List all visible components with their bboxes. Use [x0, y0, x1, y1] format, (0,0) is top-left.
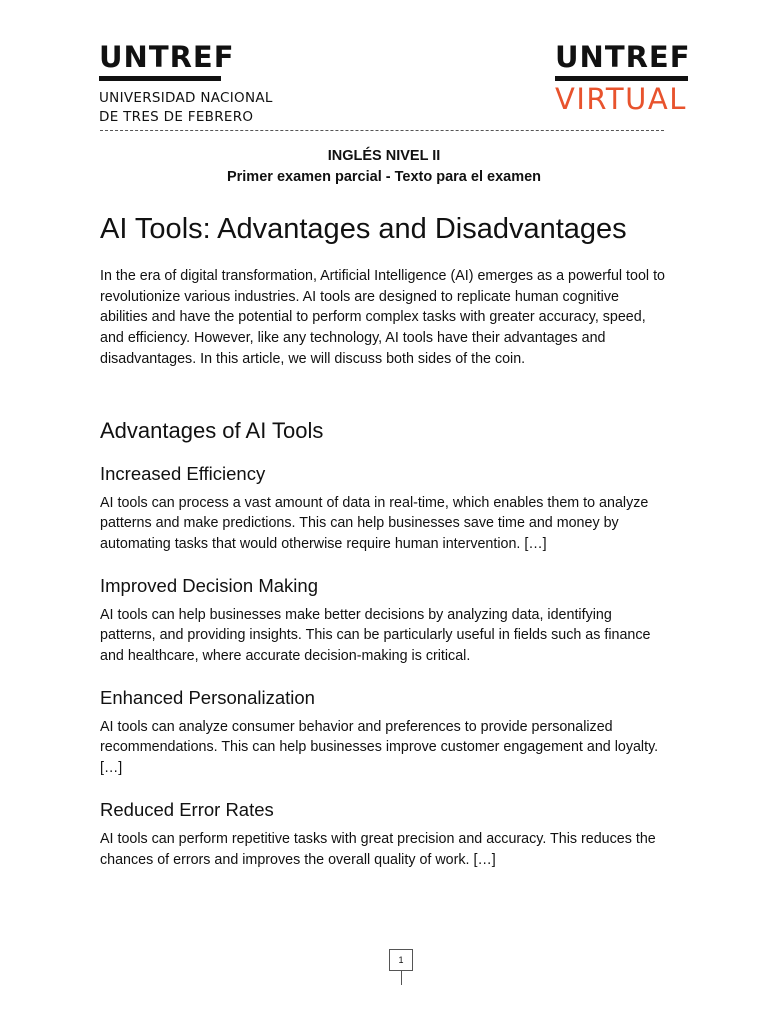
header-divider — [100, 130, 664, 131]
exam-heading — [100, 146, 668, 188]
untref-virtual-logo-brand: UNTREF — [555, 40, 691, 74]
untref-logo-bar — [99, 76, 221, 81]
exam-course: INGLÉS NIVEL II — [327, 148, 441, 164]
subsection-text: AI tools can analyze consumer behavior and preferences to provide personalized recommendations. This can help businesses improve customer engagement and loyalty. […] — [100, 718, 659, 777]
article-title: AI Tools: Advantages and Disadvantages — [100, 213, 627, 245]
untref-logo-line1: UNIVERSIDAD NACIONAL — [99, 90, 273, 106]
section-heading-advantages: Advantages of AI Tools — [100, 417, 324, 443]
subsection-heading: Enhanced Personalization — [100, 686, 315, 708]
subsection-heading: Reduced Error Rates — [100, 798, 274, 820]
article-body — [100, 266, 670, 888]
article-intro: In the era of digital transformation, Artificial Intelligence (AI) emerges as a powerful tool to revolutionize various industries. AI tools are designed to replicate human cognitive abilities and have the potential to perform complex tasks with greater accuracy, speed, and efficiency. However, like any technology, AI tools have their advantages and disadvantages. In this article, we will discuss both sides of the coin. — [100, 268, 666, 367]
subsection-text: AI tools can perform repetitive tasks with great precision and accuracy. This reduces the chances of errors and improves the overall quality of work. […] — [100, 830, 656, 868]
untref-logo-line2: DE TRES DE FEBRERO — [99, 109, 254, 125]
page-number-stem — [401, 971, 402, 985]
untref-logo-brand: UNTREF — [99, 40, 235, 74]
subsection-heading: Improved Decision Making — [100, 574, 318, 596]
subsection-heading: Increased Efficiency — [100, 462, 266, 484]
untref-virtual-logo — [555, 42, 695, 115]
page-number: 1 — [389, 949, 413, 971]
untref-virtual-logo-bar — [555, 76, 688, 81]
exam-subtitle: Primer examen parcial - Texto para el examen — [226, 169, 542, 185]
subsection-text: AI tools can process a vast amount of data in real-time, which enables them to analyze patterns and make predictions. This can help businesses save time and money by automating tasks that would otherwise require human intervention. […] — [100, 494, 649, 552]
untref-logo — [99, 42, 279, 127]
untref-virtual-logo-sub: VIRTUAL — [555, 82, 687, 116]
subsection-text: AI tools can help businesses make better decisions by analyzing data, identifying patterns, and providing insights. This can be particularly useful in fields such as finance and healthcare, where accurate decision-making is critical. — [100, 606, 651, 665]
